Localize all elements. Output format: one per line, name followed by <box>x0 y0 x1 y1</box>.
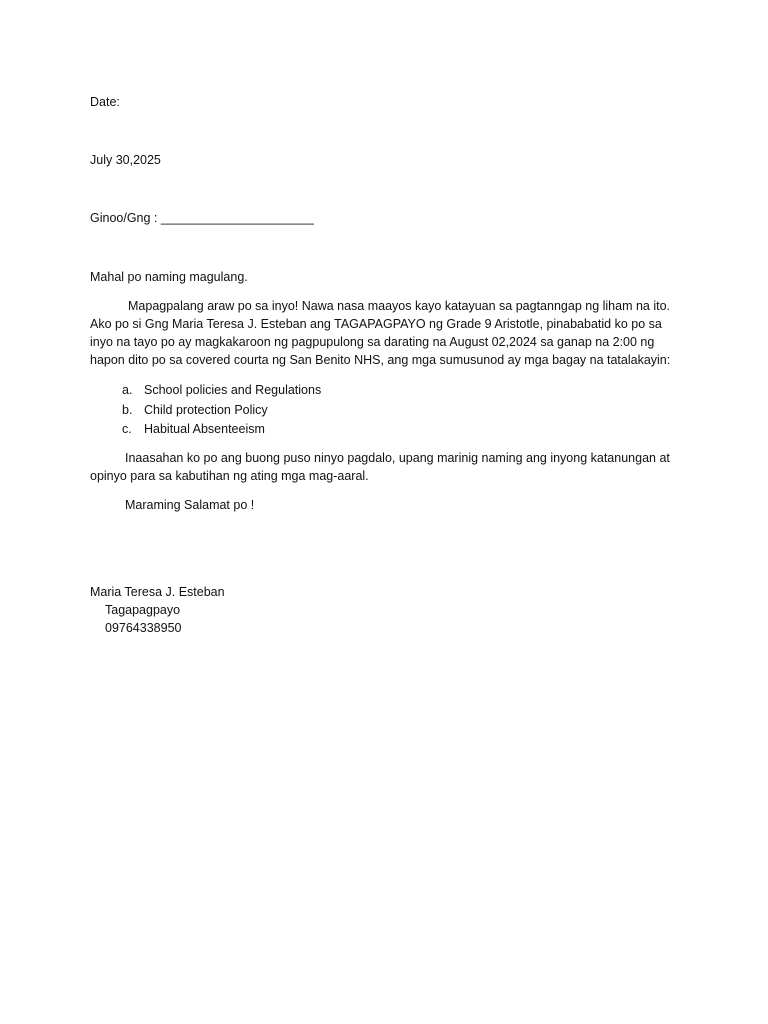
list-item-text: Child protection Policy <box>144 402 268 417</box>
body-line: Ako po si Gng Maria Teresa J. Esteban ang TAGAPAGPAYO ng Grade 9 Aristotle, pinababatid ko po sa <box>90 317 662 331</box>
list-marker: a. <box>122 383 133 397</box>
signature-name: Maria Teresa J. Esteban <box>90 585 225 599</box>
body-line: Mapagpalang araw po sa inyo! Nawa nasa maayos kayo katayuan sa pagtanngap ng liham na ito. <box>128 299 671 313</box>
closing-line: Inaasahan ko po ang buong puso ninyo pagdalo, upang marinig naming ang inyong katanungan at <box>125 451 670 465</box>
body-line: hapon dito po sa covered courta ng San Benito NHS, ang mga sumusunod ay mga bagay na tatalakayin: <box>90 353 671 367</box>
list-marker: b. <box>122 402 133 417</box>
date-value: July 30,2025 <box>90 153 161 167</box>
body-line: inyo na tayo po ay magkakaroon ng pagpupulong sa darating na August 02,2024 sa ganap na 2:00 ng <box>90 335 655 349</box>
list-item-text: School policies and Regulations <box>144 383 322 397</box>
recipient-line: Ginoo/Gng : ______________________ <box>90 211 314 225</box>
signature-phone: 09764338950 <box>105 621 182 635</box>
signature-title: Tagapagpayo <box>105 603 181 617</box>
thanks-line: Maraming Salamat po ! <box>125 498 255 512</box>
list-marker: c. <box>122 422 132 436</box>
list-item-text: Habitual Absenteeism <box>144 422 265 436</box>
closing-line: opinyo para sa kabutihan ng ating mga mag-aaral. <box>90 469 369 483</box>
salutation: Mahal po naming magulang. <box>90 270 248 284</box>
date-label: Date: <box>90 95 120 109</box>
